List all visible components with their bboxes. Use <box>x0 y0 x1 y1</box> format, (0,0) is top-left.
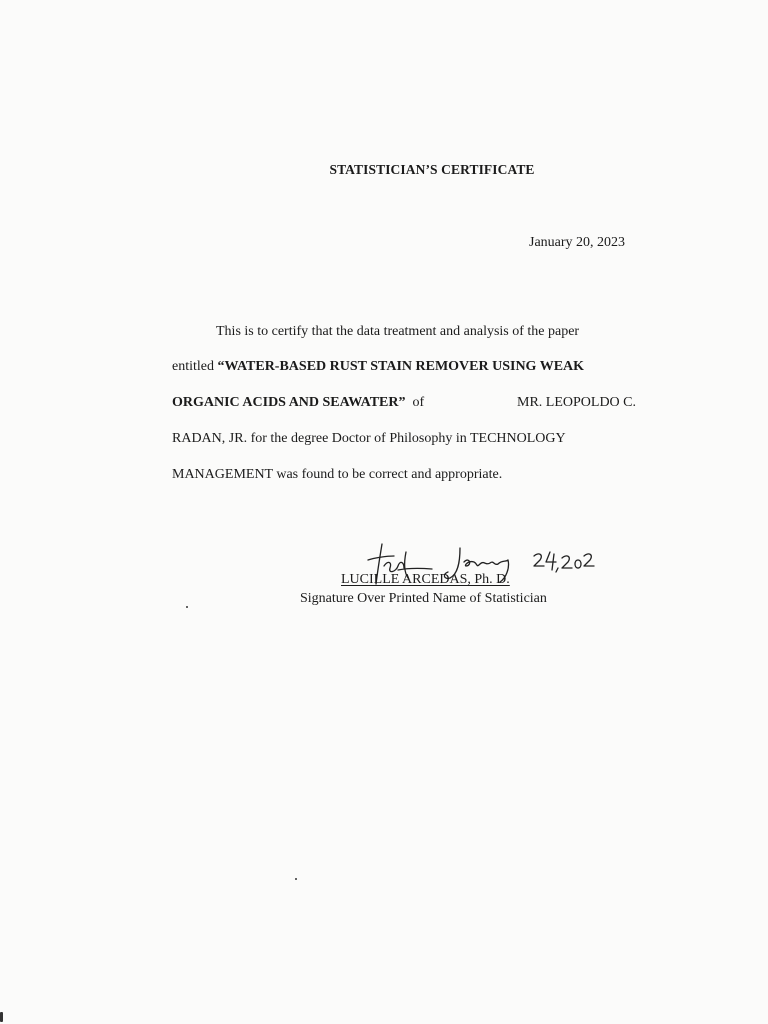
body-line-2 <box>172 359 584 375</box>
scan-speck <box>0 1012 3 1022</box>
body-line-3-of: of <box>405 395 425 410</box>
scan-speck <box>186 606 188 608</box>
statistician-printed-name: LUCILLE ARCEDAS, Ph. D. <box>341 572 510 587</box>
paper-title-part-2: ORGANIC ACIDS AND SEAWATER” <box>172 395 406 410</box>
document-title: STATISTICIAN’S CERTIFICATE <box>329 162 535 177</box>
paper-title-part-1: “WATER-BASED RUST STAIN REMOVER USING WEAK <box>217 359 585 374</box>
author-name-part-1: MR. LEOPOLDO C. <box>517 395 637 410</box>
body-line-2-prefix: entitled <box>172 359 218 374</box>
certificate-date: January 20, 2023 <box>529 235 626 250</box>
body-line-3 <box>172 395 424 411</box>
scan-speck <box>295 878 297 880</box>
body-line-1: This is to certify that the data treatment and analysis of the paper <box>216 324 580 339</box>
signature-caption: Signature Over Printed Name of Statistician <box>300 591 547 606</box>
body-line-4: RADAN, JR. for the degree Doctor of Philosophy in TECHNOLOGY <box>172 431 566 446</box>
body-line-5: MANAGEMENT was found to be correct and appropriate. <box>172 467 503 482</box>
